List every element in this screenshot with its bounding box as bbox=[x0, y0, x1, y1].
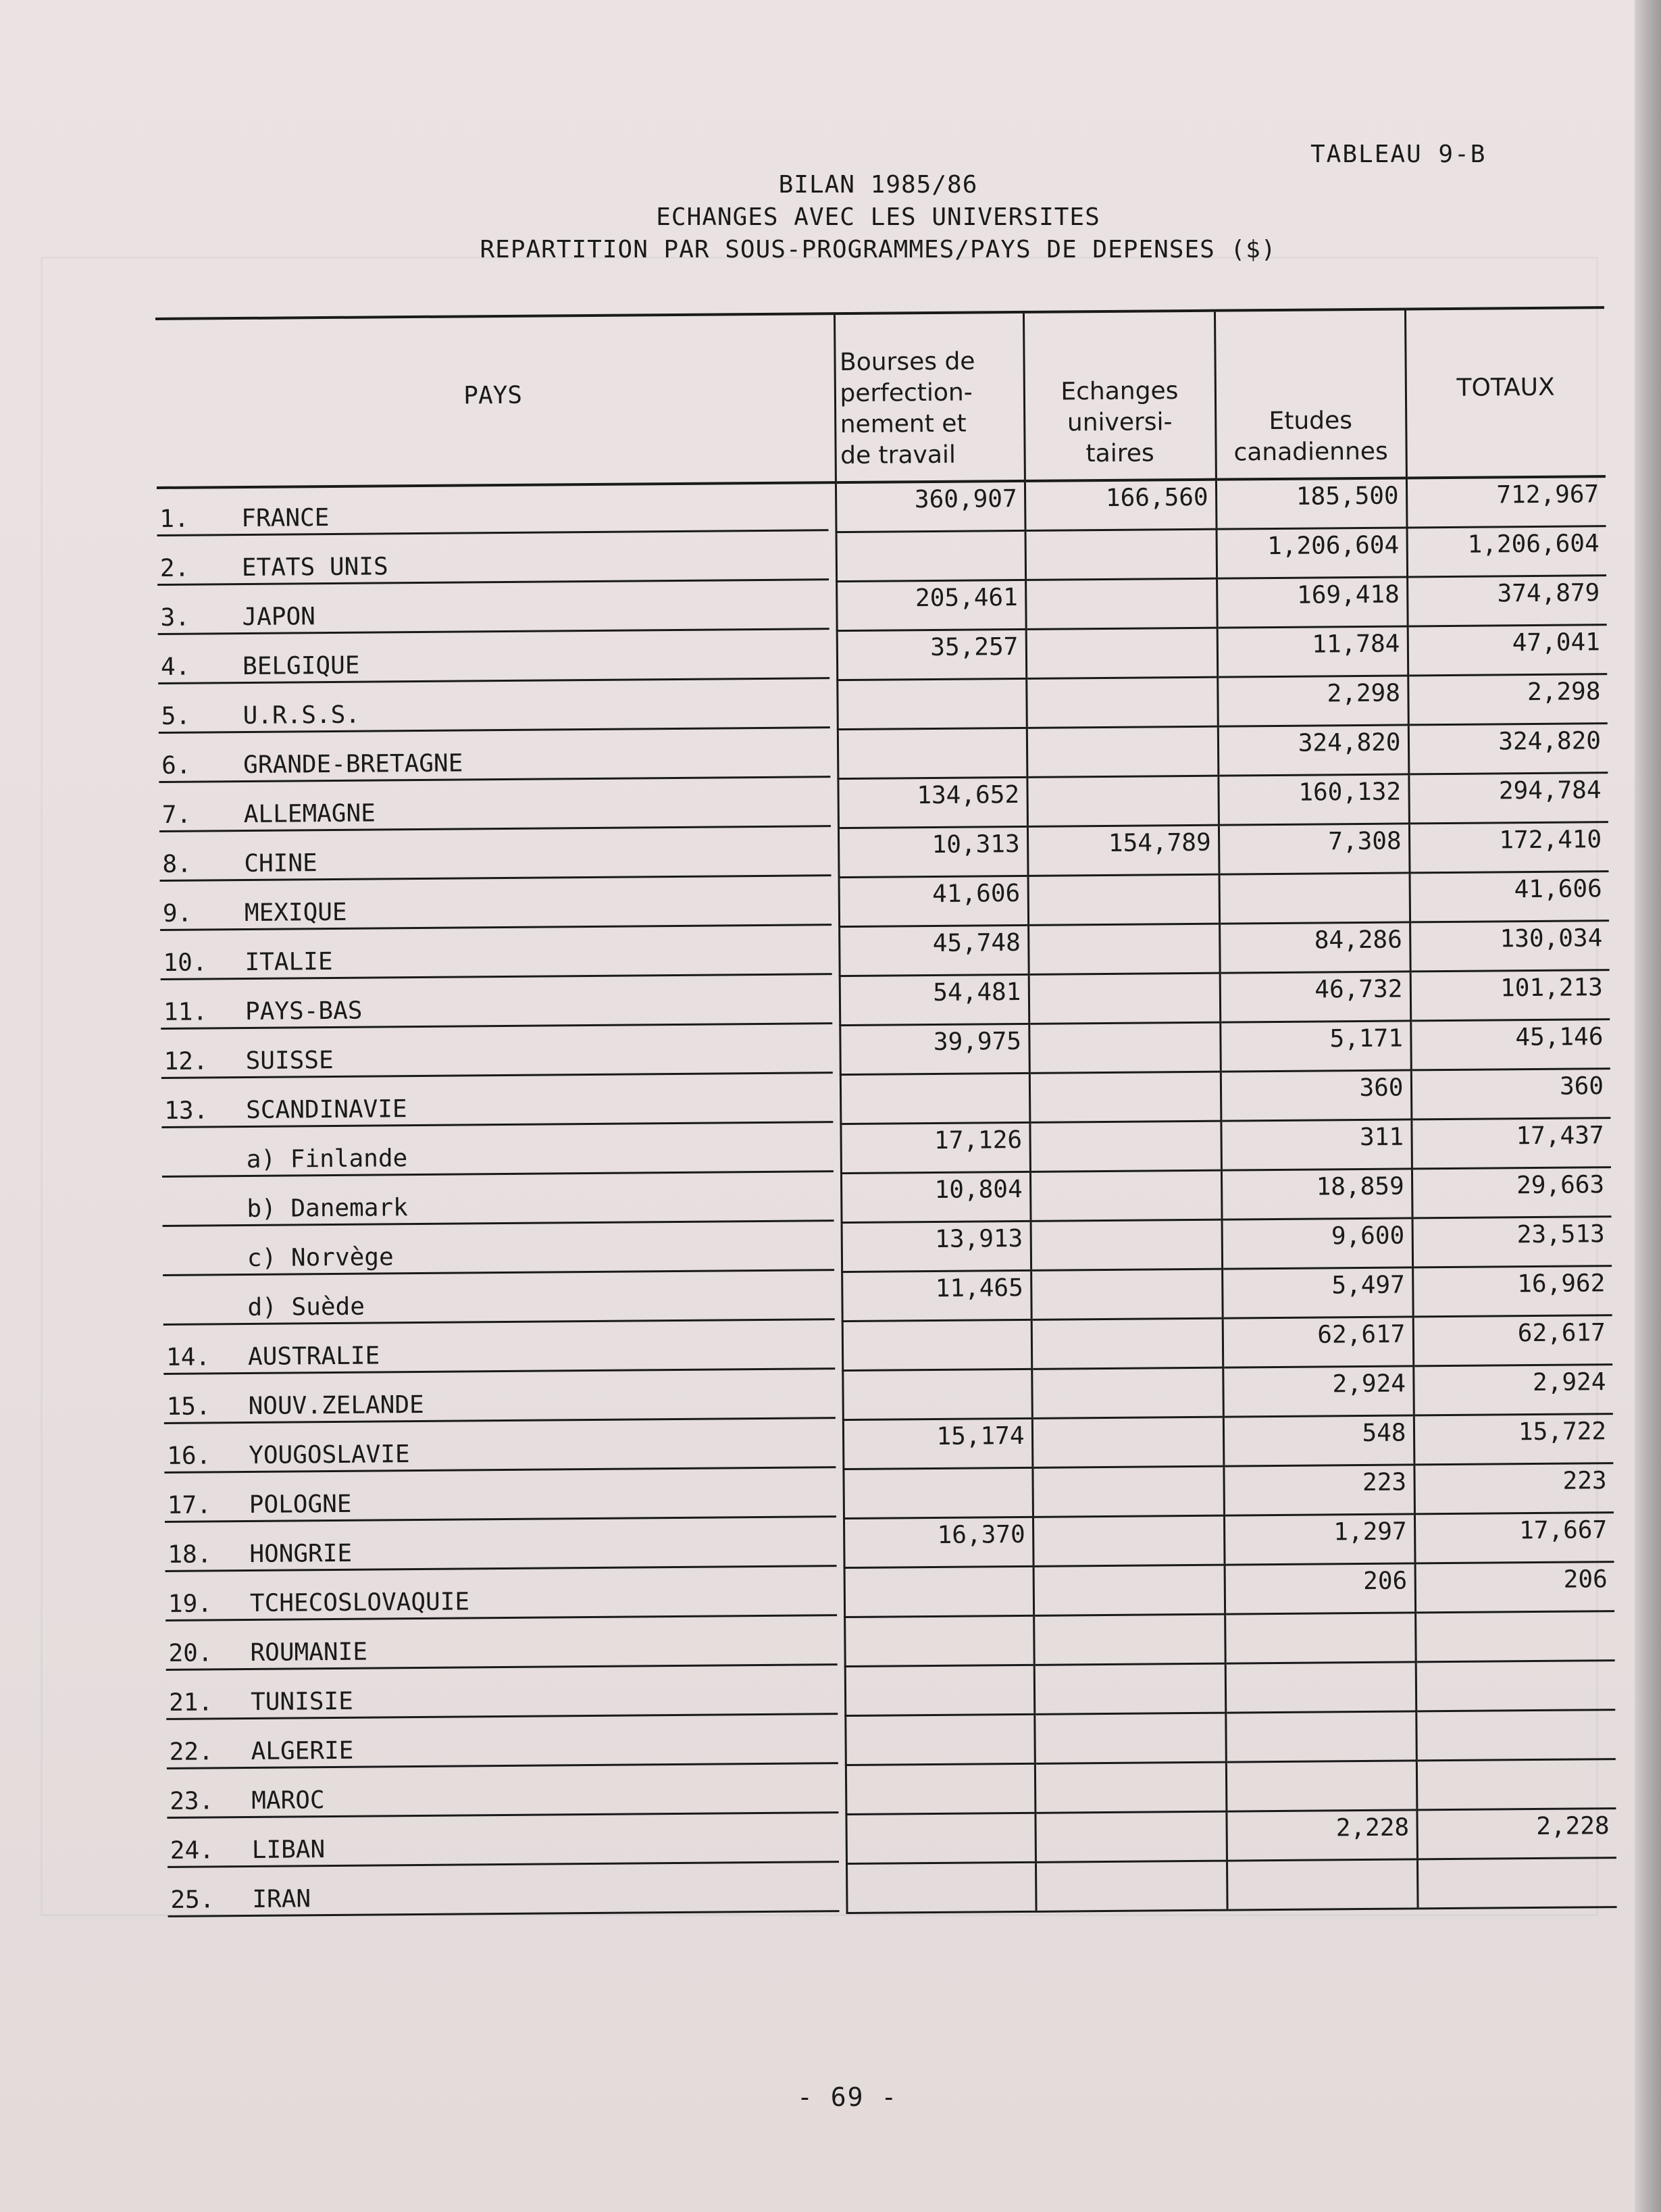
cell-etudes: 11,784 bbox=[1217, 626, 1408, 677]
cell-bourses: 17,126 bbox=[840, 1122, 1030, 1173]
country-name: MAROC bbox=[251, 1786, 325, 1815]
cell-totaux: 223 bbox=[1414, 1463, 1614, 1514]
country-name: ALLEMAGNE bbox=[243, 799, 376, 828]
cell-pays bbox=[164, 1420, 844, 1475]
cell-bourses: 10,313 bbox=[838, 826, 1028, 877]
cell-pays bbox=[166, 1667, 846, 1721]
cell-etudes: 311 bbox=[1221, 1120, 1412, 1170]
cell-etudes: 2,228 bbox=[1226, 1810, 1417, 1861]
cell-totaux: 2,228 bbox=[1416, 1809, 1616, 1859]
row-number: 12. bbox=[163, 1047, 208, 1076]
cell-echanges bbox=[1031, 1318, 1223, 1369]
column-header-bourses: Bourses de perfection- nement et de travail bbox=[834, 312, 1025, 482]
row-number: 8. bbox=[162, 850, 192, 878]
cell-etudes bbox=[1226, 1761, 1417, 1811]
row-number: 21. bbox=[168, 1688, 213, 1717]
pays-line bbox=[165, 1569, 837, 1622]
row-number: 19. bbox=[168, 1589, 213, 1618]
row-number: 2. bbox=[159, 554, 190, 582]
country-name: U.R.S.S. bbox=[242, 701, 361, 730]
pays-line bbox=[163, 1323, 835, 1375]
cell-pays bbox=[168, 1864, 847, 1919]
cell-echanges bbox=[1029, 1121, 1221, 1172]
country-name: ALGERIE bbox=[251, 1736, 354, 1765]
page-number: - 69 - bbox=[797, 2082, 898, 2112]
pays-line bbox=[159, 731, 830, 783]
cell-bourses: 10,804 bbox=[841, 1172, 1031, 1222]
cell-totaux bbox=[1416, 1759, 1616, 1810]
cell-echanges bbox=[1028, 874, 1220, 925]
column-header-totaux: TOTAUX bbox=[1405, 307, 1606, 478]
country-name: FRANCE bbox=[241, 503, 330, 532]
cell-pays bbox=[163, 1223, 842, 1278]
cell-totaux bbox=[1415, 1611, 1615, 1662]
cell-pays bbox=[157, 482, 836, 537]
cell-etudes bbox=[1225, 1613, 1416, 1663]
cell-pays bbox=[161, 1026, 840, 1080]
country-name: MEXIQUE bbox=[244, 898, 347, 927]
country-name: BELGIQUE bbox=[242, 651, 360, 680]
country-name: HONGRIE bbox=[249, 1539, 353, 1568]
pays-line bbox=[165, 1520, 836, 1572]
cell-etudes: 2,298 bbox=[1217, 676, 1408, 726]
cell-bourses bbox=[846, 1813, 1036, 1863]
cell-pays bbox=[159, 828, 839, 883]
country-name: a) Finlande bbox=[246, 1144, 408, 1174]
cell-pays bbox=[164, 1469, 844, 1524]
cell-pays bbox=[160, 927, 840, 982]
country-name: d) Suède bbox=[247, 1292, 365, 1322]
cell-totaux: 41,606 bbox=[1410, 872, 1610, 922]
pays-line bbox=[164, 1471, 836, 1523]
cell-bourses bbox=[846, 1862, 1036, 1913]
country-name: GRANDE-BRETAGNE bbox=[243, 749, 463, 779]
cell-bourses: 54,481 bbox=[840, 974, 1029, 1025]
column-header-pays: PAYS bbox=[155, 313, 836, 488]
title-line-2: ECHANGES AVEC LES UNIVERSITES bbox=[656, 203, 1100, 231]
cell-echanges bbox=[1029, 1072, 1221, 1122]
cell-pays bbox=[158, 680, 838, 735]
row-number: 18. bbox=[168, 1540, 212, 1569]
row-number: 17. bbox=[167, 1490, 211, 1519]
cell-echanges bbox=[1029, 1022, 1221, 1073]
bilan-table bbox=[155, 306, 1617, 1919]
row-number: 3. bbox=[160, 603, 190, 632]
pays-line bbox=[157, 583, 829, 635]
cell-bourses: 13,913 bbox=[842, 1221, 1031, 1272]
pays-line bbox=[163, 1224, 834, 1276]
cell-echanges bbox=[1030, 1170, 1222, 1221]
pays-line bbox=[160, 928, 832, 980]
cell-etudes: 9,600 bbox=[1222, 1218, 1413, 1269]
cell-totaux bbox=[1416, 1710, 1616, 1761]
cell-echanges: 154,789 bbox=[1027, 825, 1219, 876]
cell-etudes bbox=[1225, 1711, 1416, 1762]
country-name: AUSTRALIE bbox=[247, 1341, 380, 1371]
cell-pays bbox=[160, 878, 840, 932]
cell-etudes: 2,924 bbox=[1223, 1366, 1414, 1417]
country-name: ITALIE bbox=[245, 947, 333, 976]
country-name: ROUMANIE bbox=[250, 1638, 368, 1667]
cell-echanges bbox=[1026, 628, 1218, 678]
table-row bbox=[168, 1858, 1617, 1919]
cell-bourses: 39,975 bbox=[840, 1024, 1029, 1074]
cell-bourses: 16,370 bbox=[844, 1517, 1033, 1567]
cell-pays bbox=[163, 1272, 842, 1327]
cell-bourses bbox=[844, 1615, 1034, 1666]
cell-totaux: 2,924 bbox=[1413, 1365, 1613, 1415]
row-number: 7. bbox=[161, 801, 192, 829]
cell-etudes: 206 bbox=[1225, 1563, 1416, 1614]
cell-totaux: 47,041 bbox=[1408, 625, 1608, 676]
cell-etudes bbox=[1227, 1859, 1418, 1910]
cell-etudes bbox=[1225, 1662, 1416, 1713]
cell-totaux: 101,213 bbox=[1410, 970, 1610, 1021]
cell-totaux: 15,722 bbox=[1414, 1414, 1614, 1465]
pays-line bbox=[161, 1027, 832, 1079]
cell-etudes: 360 bbox=[1221, 1070, 1412, 1121]
country-name: LIBAN bbox=[251, 1835, 326, 1864]
cell-totaux: 29,663 bbox=[1412, 1167, 1612, 1218]
cell-pays bbox=[165, 1519, 844, 1574]
cell-bourses: 41,606 bbox=[839, 876, 1029, 926]
title-line-1: BILAN 1985/86 bbox=[778, 171, 978, 199]
country-name: CHINE bbox=[244, 849, 317, 878]
cell-totaux: 294,784 bbox=[1408, 773, 1608, 824]
cell-echanges bbox=[1036, 1861, 1227, 1911]
cell-totaux: 712,967 bbox=[1406, 476, 1606, 528]
table-title bbox=[432, 169, 1324, 266]
row-number: 4. bbox=[160, 653, 190, 681]
cell-echanges bbox=[1031, 1220, 1223, 1270]
cell-echanges bbox=[1032, 1417, 1224, 1467]
country-name: TUNISIE bbox=[250, 1687, 353, 1716]
cell-pays bbox=[161, 1124, 841, 1179]
row-number: 14. bbox=[165, 1342, 211, 1372]
cell-pays bbox=[161, 1075, 841, 1130]
row-number: 1. bbox=[159, 505, 189, 533]
cell-pays bbox=[159, 730, 838, 784]
pays-line bbox=[161, 978, 832, 1030]
pays-line bbox=[157, 534, 829, 586]
column-header-etudes: Etudes canadiennes bbox=[1215, 309, 1406, 479]
cell-pays bbox=[159, 779, 838, 834]
row-number: 22. bbox=[169, 1737, 213, 1766]
table-header-row bbox=[155, 307, 1606, 488]
country-name: YOUGOSLAVIE bbox=[249, 1440, 410, 1469]
pays-line bbox=[168, 1865, 839, 1917]
cell-totaux: 360 bbox=[1411, 1069, 1611, 1120]
cell-echanges bbox=[1025, 578, 1217, 629]
country-name: PAYS-BAS bbox=[245, 997, 363, 1026]
cell-totaux: 172,410 bbox=[1409, 822, 1609, 873]
cell-totaux: 23,513 bbox=[1412, 1217, 1612, 1267]
row-number: 20. bbox=[168, 1638, 213, 1667]
cell-bourses bbox=[836, 530, 1026, 581]
cell-pays bbox=[167, 1815, 846, 1869]
country-name: ETATS UNIS bbox=[241, 552, 388, 582]
pays-line bbox=[166, 1668, 838, 1720]
cell-echanges bbox=[1031, 1367, 1223, 1418]
cell-bourses bbox=[840, 1073, 1030, 1124]
cell-totaux: 17,667 bbox=[1414, 1513, 1614, 1563]
country-name: c) Norvège bbox=[247, 1242, 394, 1272]
cell-bourses: 45,748 bbox=[839, 925, 1029, 976]
cell-pays bbox=[165, 1568, 845, 1623]
country-name: TCHECOSLOVAQUIE bbox=[249, 1587, 470, 1617]
cell-echanges bbox=[1033, 1565, 1225, 1615]
cell-echanges bbox=[1033, 1515, 1225, 1566]
cell-etudes: 46,732 bbox=[1220, 972, 1411, 1022]
pays-line bbox=[159, 830, 831, 882]
cell-echanges bbox=[1027, 776, 1219, 826]
row-number: 16. bbox=[167, 1441, 211, 1470]
pays-line bbox=[161, 1126, 833, 1178]
cell-bourses bbox=[842, 1319, 1032, 1370]
cell-bourses bbox=[845, 1714, 1035, 1765]
cell-echanges bbox=[1032, 1466, 1224, 1517]
cell-bourses bbox=[843, 1467, 1033, 1518]
cell-etudes: 223 bbox=[1223, 1465, 1414, 1515]
cell-totaux bbox=[1416, 1661, 1616, 1711]
cell-echanges bbox=[1034, 1713, 1226, 1763]
page-edge bbox=[1635, 0, 1661, 2212]
cell-etudes: 324,820 bbox=[1218, 725, 1409, 776]
cell-totaux bbox=[1417, 1858, 1617, 1909]
cell-bourses: 15,174 bbox=[843, 1418, 1033, 1469]
cell-totaux: 206 bbox=[1415, 1562, 1615, 1613]
cell-echanges bbox=[1028, 924, 1220, 974]
cell-etudes: 1,206,604 bbox=[1217, 528, 1408, 578]
pays-line bbox=[163, 1274, 834, 1326]
cell-bourses bbox=[838, 728, 1027, 778]
pays-line bbox=[158, 682, 829, 734]
cell-totaux: 62,617 bbox=[1413, 1315, 1613, 1366]
cell-bourses: 205,461 bbox=[836, 580, 1026, 630]
cell-echanges bbox=[1029, 973, 1221, 1024]
pays-line bbox=[163, 1372, 835, 1424]
country-name: b) Danemark bbox=[247, 1193, 408, 1223]
cell-echanges bbox=[1033, 1614, 1225, 1665]
column-header-echanges: Echanges universi- taires bbox=[1023, 311, 1216, 481]
cell-bourses bbox=[846, 1763, 1036, 1814]
cell-bourses: 134,652 bbox=[838, 777, 1027, 828]
cell-bourses bbox=[845, 1665, 1035, 1715]
cell-pays bbox=[166, 1716, 846, 1771]
cell-totaux: 17,437 bbox=[1411, 1118, 1611, 1169]
cell-bourses: 35,257 bbox=[837, 629, 1027, 680]
country-name: JAPON bbox=[242, 602, 316, 631]
cell-etudes: 5,171 bbox=[1220, 1021, 1411, 1072]
cell-pays bbox=[162, 1174, 842, 1228]
cell-totaux: 130,034 bbox=[1410, 921, 1610, 972]
cell-totaux: 16,962 bbox=[1412, 1266, 1612, 1317]
row-number: 13. bbox=[164, 1096, 209, 1125]
pays-line bbox=[161, 1076, 833, 1128]
pays-line bbox=[160, 879, 832, 931]
country-name: SUISSE bbox=[245, 1046, 334, 1075]
pays-line bbox=[164, 1422, 836, 1474]
cell-echanges bbox=[1025, 529, 1217, 580]
cell-bourses bbox=[842, 1369, 1032, 1419]
cell-pays bbox=[165, 1617, 845, 1672]
cell-totaux: 324,820 bbox=[1408, 724, 1608, 774]
title-line-3: REPARTITION PAR SOUS-PROGRAMMES/PAYS DE DEPENSES ($) bbox=[480, 236, 1277, 263]
cell-echanges: 166,560 bbox=[1025, 480, 1217, 531]
cell-etudes: 1,297 bbox=[1224, 1514, 1415, 1565]
pays-line bbox=[159, 780, 830, 832]
row-number: 10. bbox=[163, 948, 207, 977]
row-number: 15. bbox=[166, 1392, 211, 1421]
row-number: 24. bbox=[170, 1836, 215, 1865]
cell-pays bbox=[161, 976, 840, 1031]
cell-echanges bbox=[1035, 1811, 1227, 1862]
cell-echanges bbox=[1031, 1269, 1223, 1319]
cell-etudes: 160,132 bbox=[1218, 774, 1409, 825]
cell-etudes: 7,308 bbox=[1219, 824, 1410, 874]
cell-pays bbox=[167, 1765, 846, 1820]
cell-etudes: 548 bbox=[1223, 1415, 1414, 1466]
row-number: 23. bbox=[170, 1786, 214, 1815]
cell-echanges bbox=[1035, 1762, 1227, 1813]
cell-totaux: 2,298 bbox=[1408, 674, 1608, 725]
cell-etudes: 84,286 bbox=[1219, 922, 1410, 973]
pays-line bbox=[165, 1619, 837, 1671]
pays-line bbox=[162, 1175, 834, 1227]
cell-etudes: 62,617 bbox=[1223, 1317, 1414, 1367]
cell-bourses bbox=[837, 678, 1027, 729]
row-number: 6. bbox=[161, 751, 191, 780]
pays-line bbox=[167, 1816, 838, 1868]
cell-totaux: 374,879 bbox=[1407, 576, 1607, 626]
pays-line bbox=[157, 484, 828, 536]
cell-etudes: 185,500 bbox=[1216, 478, 1407, 529]
row-number: 11. bbox=[163, 997, 208, 1026]
cell-etudes bbox=[1219, 873, 1410, 924]
cell-echanges bbox=[1027, 726, 1219, 777]
table-number: TABLEAU 9-B bbox=[1310, 141, 1487, 168]
cell-bourses: 360,907 bbox=[836, 481, 1025, 532]
pays-line bbox=[167, 1767, 838, 1819]
cell-etudes: 169,418 bbox=[1217, 577, 1408, 628]
row-number: 25. bbox=[170, 1885, 215, 1914]
country-name: NOUV.ZELANDE bbox=[248, 1390, 424, 1420]
country-name: IRAN bbox=[252, 1884, 311, 1913]
pays-line bbox=[158, 632, 829, 684]
cell-etudes: 5,497 bbox=[1222, 1267, 1413, 1318]
cell-echanges bbox=[1034, 1663, 1226, 1714]
cell-pays bbox=[157, 582, 837, 636]
cell-pays bbox=[157, 532, 837, 587]
cell-bourses: 11,465 bbox=[842, 1270, 1031, 1321]
country-name: POLOGNE bbox=[249, 1490, 352, 1519]
cell-pays bbox=[158, 631, 838, 686]
cell-pays bbox=[163, 1371, 843, 1426]
cell-echanges bbox=[1026, 677, 1218, 728]
cell-pays bbox=[163, 1322, 843, 1376]
table-body bbox=[157, 476, 1617, 1918]
row-number: 9. bbox=[162, 899, 193, 928]
row-number: 5. bbox=[161, 702, 191, 730]
cell-bourses bbox=[844, 1566, 1034, 1617]
cell-totaux: 1,206,604 bbox=[1406, 526, 1606, 577]
pays-line bbox=[166, 1717, 838, 1769]
cell-totaux: 45,146 bbox=[1410, 1020, 1610, 1070]
cell-etudes: 18,859 bbox=[1221, 1169, 1412, 1220]
country-name: SCANDINAVIE bbox=[246, 1095, 407, 1124]
